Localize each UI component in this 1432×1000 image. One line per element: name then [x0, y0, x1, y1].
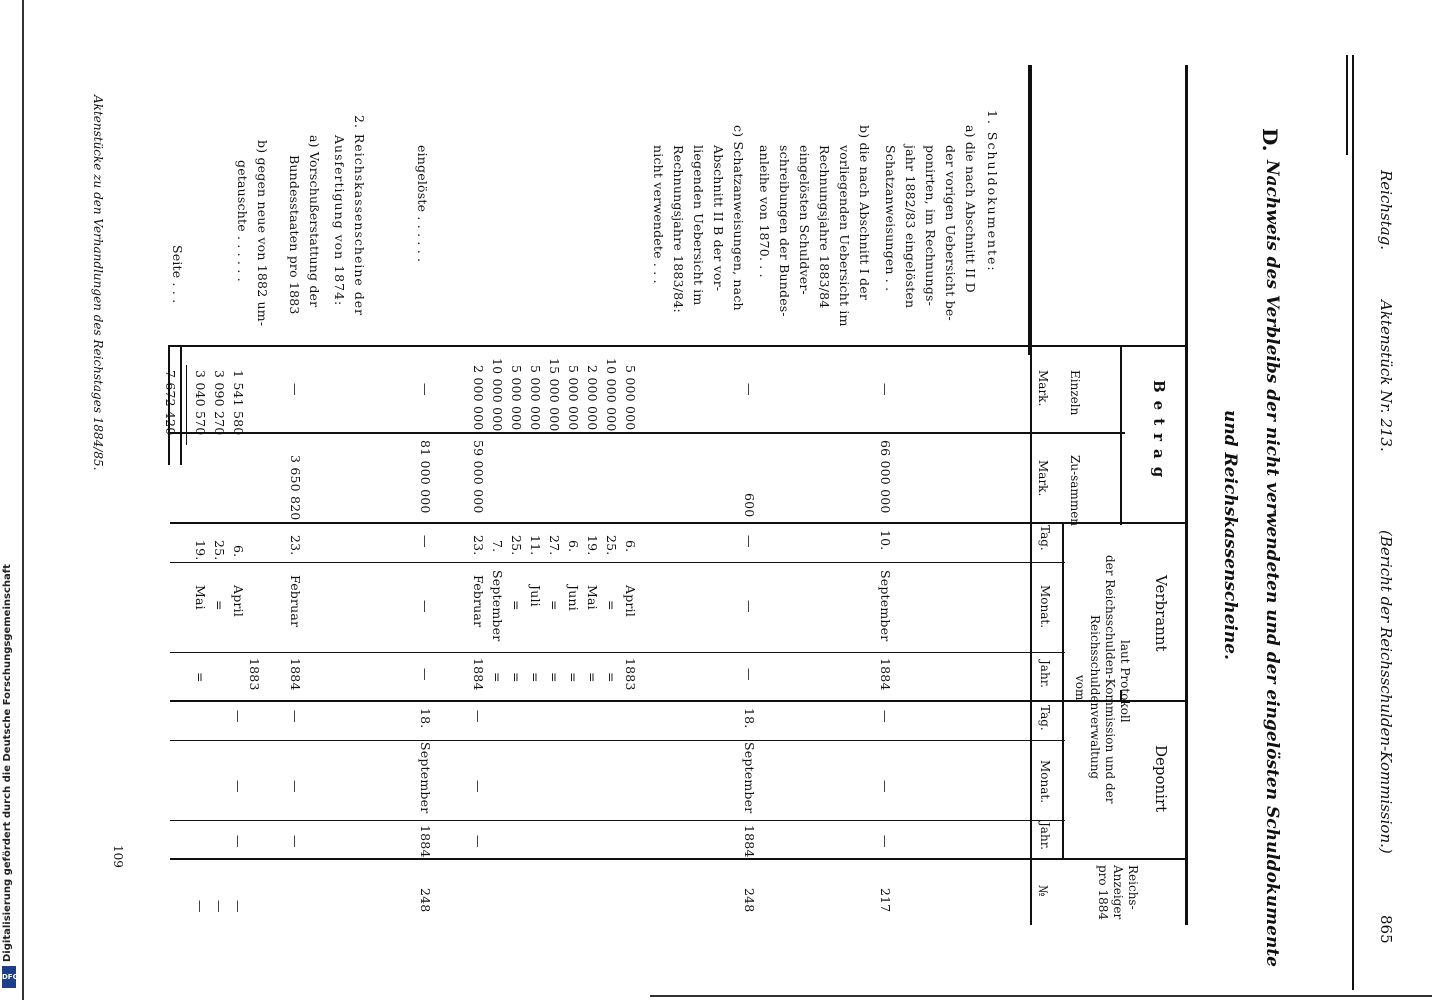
- text-d2: Bundesstaaten pro 1883: [287, 155, 302, 315]
- table-top-rule: [1185, 65, 1188, 925]
- header-laut-protokoll-3: Reichsschuldenverwaltung: [1088, 615, 1102, 780]
- text-b2: vorliegenden Uebersicht im: [837, 145, 852, 327]
- header-jahr-2: Jahr.: [1038, 822, 1052, 850]
- text-a1: a) die nach Abschnitt II D: [963, 125, 978, 293]
- verbrannt-monat-c9: Februar: [471, 575, 486, 628]
- einzeln-row-c3: 2 000 000: [585, 365, 600, 431]
- verbrannt-tag-b: —: [742, 535, 757, 548]
- header-reichsanzeiger: Reichs-Anzeiger pro 1884: [1096, 865, 1140, 920]
- verbrannt-jahr-c9: 1884: [471, 658, 486, 691]
- text-s2b: Ausfertigung von 1874:: [332, 135, 347, 307]
- header-verbrannt: Verbrannt: [1152, 575, 1170, 652]
- verbrannt-tag-c-eingeloest: —: [418, 535, 433, 548]
- einzeln-row-c5: 15 000 000: [547, 358, 562, 432]
- verbrannt-jahr-c7: =: [509, 672, 524, 683]
- deponirt-tag-e: —: [231, 710, 246, 723]
- deponirt-monat-d: —: [288, 780, 303, 793]
- verbrannt-jahr-c2: =: [604, 672, 619, 683]
- text-a3: ponirten, im Rechnungs-: [923, 145, 938, 307]
- verbrannt-tag-c4: 6.: [566, 540, 581, 553]
- zusammen-row-b: 600: [742, 493, 757, 518]
- verbrannt-tag-c7: 25.: [509, 535, 524, 556]
- verbrannt-monat-b: —: [742, 600, 757, 613]
- header-einzeln: Einzeln: [1068, 370, 1082, 416]
- text-a5: Schatzanweisungen . .: [883, 145, 898, 292]
- verbrannt-tag-e2: 25.: [212, 540, 227, 561]
- verbrannt-jahr-b: —: [742, 668, 757, 681]
- einzeln-row-c-eingeloest: —: [418, 383, 433, 396]
- head-rule: [1352, 55, 1354, 990]
- header-laut-protokoll: laut Protokoll: [1118, 640, 1132, 723]
- rule-deponirt-nr: [170, 858, 1185, 860]
- verbrannt-monat-c2: =: [604, 600, 619, 611]
- deponirt-tag-c: —: [471, 710, 486, 723]
- rule-tag-monat-1: [170, 562, 1065, 563]
- rule-monat-jahr-1: [170, 652, 1065, 653]
- rule-tag-monat-2: [170, 740, 1065, 741]
- page-number: 865: [1377, 915, 1395, 944]
- einzeln-seite-total: 7 672 420: [163, 370, 178, 436]
- deponirt-jahr-b: 1884: [742, 825, 757, 858]
- deponirt-tag-a: —: [878, 710, 893, 723]
- deponirt-jahr-e: —: [231, 835, 246, 848]
- header-jahr-1: Jahr.: [1038, 660, 1052, 688]
- verbrannt-jahr-a: 1884: [878, 658, 893, 691]
- header-tag-1: Tag.: [1038, 525, 1052, 551]
- verbrannt-tag-c2: 25.: [604, 535, 619, 556]
- header-tag-2: Tag.: [1038, 705, 1052, 731]
- deponirt-jahr-d: —: [288, 835, 303, 848]
- einzeln-row-c1: 5 000 000: [623, 365, 638, 431]
- verbrannt-jahr-e2: =: [193, 672, 208, 683]
- verbrannt-monat-e2: =: [212, 600, 227, 611]
- deponirt-jahr-a: —: [878, 835, 893, 848]
- einzeln-row-c8: 10 000 000: [490, 358, 505, 432]
- verbrannt-tag-e3: 19.: [193, 540, 208, 561]
- verbrannt-monat-c4: Juni: [566, 585, 581, 611]
- verbrannt-jahr-c-eingeloest: —: [418, 668, 433, 681]
- title-line1: Nachweis des Verbleibs der nicht verwendeten und der eingelösten Schuldokumente: [1262, 160, 1282, 967]
- rule-einzeln-zusammen: [170, 432, 1125, 434]
- rule-betrag-verbrannt: [170, 522, 1185, 524]
- zusammen-row-c2: 81 000 000: [418, 440, 433, 514]
- verbrannt-tag-e1: 6.: [231, 545, 246, 558]
- text-a4: jahr 1882/83 eingelösten: [903, 145, 918, 309]
- footer-page-number: 109: [111, 845, 125, 868]
- verbrannt-monat-e3: Mai: [193, 585, 208, 610]
- running-head-left: Reichstag.: [1377, 170, 1395, 251]
- verbrannt-jahr-c1: 1883: [623, 658, 638, 691]
- header-mark-einzeln: Mark.: [1036, 370, 1050, 407]
- header-betrag: Betrag: [1150, 380, 1168, 486]
- text-c2: Abschnitt II B der vor-: [711, 145, 726, 292]
- verbrannt-monat-c1: April: [623, 585, 638, 617]
- verbrannt-monat-d: Februar: [288, 575, 303, 628]
- title-line2: und Reichskassenscheine.: [1220, 410, 1240, 660]
- deponirt-monat-c-eingeloest: September: [418, 742, 433, 814]
- nr-e2: —: [193, 900, 208, 913]
- header-laut-protokoll-4: vom: [1073, 675, 1087, 701]
- verbrannt-monat-c-eingeloest: —: [418, 600, 433, 613]
- deponirt-jahr-c: —: [471, 835, 486, 848]
- rule-betrag-start: [170, 345, 1185, 347]
- deponirt-tag-c-eingeloest: 18.: [418, 708, 433, 729]
- einzeln-row-c9: 2 000 000: [471, 365, 486, 431]
- nr-c: 248: [418, 888, 433, 913]
- deponirt-tag-d: —: [288, 710, 303, 723]
- title-letter: D.: [1258, 128, 1282, 152]
- einzeln-row-d: —: [288, 383, 303, 396]
- verbrannt-jahr-c5: =: [547, 672, 562, 683]
- deponirt-monat-a: —: [878, 780, 893, 793]
- verbrannt-monat-e1: April: [231, 585, 246, 617]
- text-seite: Seite . . .: [170, 245, 185, 304]
- einzeln-row-c6: 5 000 000: [528, 365, 543, 431]
- zusammen-row-c1: 59 000 000: [471, 440, 486, 514]
- header-laut-protokoll-2: der Reichsschulden-Kommission und der: [1103, 555, 1117, 804]
- verbrannt-jahr-c3: =: [585, 672, 600, 683]
- verbrannt-tag-c9: 23.: [471, 535, 486, 556]
- text-c5: nicht verwendete . . .: [651, 145, 666, 284]
- text-c6: eingelöste . . . . . .: [415, 145, 430, 263]
- zusammen-row-d: 3 650 820: [288, 455, 303, 521]
- text-a2: der vorigen Uebersicht be-: [943, 145, 958, 321]
- dfg-logo: DFG: [2, 966, 16, 988]
- verbrannt-jahr-c4: =: [566, 672, 581, 683]
- table-left-edge: [1028, 65, 1030, 355]
- rule-monat-jahr-2: [170, 820, 1065, 821]
- header-monat-2: Monat.: [1038, 760, 1052, 804]
- text-b3: Rechnungsjahre 1883/84: [817, 145, 832, 309]
- einzeln-row-e1: 1 541 580: [231, 370, 246, 436]
- header-monat-1: Monat.: [1038, 585, 1052, 629]
- text-b6: anleihe von 1870. . .: [757, 145, 772, 278]
- verbrannt-monat-c7: =: [509, 600, 524, 611]
- verbrannt-jahr-e1: 1883: [247, 658, 262, 691]
- page-bottom-edge: [650, 995, 1432, 997]
- text-c1: c) Schatzanweisungen, nach: [731, 125, 746, 311]
- rule-sum-top: [180, 345, 182, 465]
- einzeln-row-b: —: [742, 383, 757, 396]
- text-c4: Rechnungsjahre 1883/84:: [671, 145, 686, 313]
- header-nr: №: [1036, 885, 1050, 897]
- rule-protokoll-sub: [1062, 522, 1064, 858]
- deponirt-jahr-c-eingeloest: 1884: [418, 825, 433, 858]
- rule-betrag-sub: [1120, 345, 1122, 525]
- einzeln-row-c7: 5 000 000: [509, 365, 524, 431]
- einzeln-row-c2: 10 000 000: [604, 358, 619, 432]
- einzeln-sum-line: [186, 365, 187, 445]
- verbrannt-jahr-c6: =: [528, 672, 543, 683]
- verbrannt-tag-c6: 11.: [528, 535, 543, 556]
- text-c3: liegenden Uebersicht im: [691, 145, 706, 306]
- verbrannt-jahr-d: 1884: [288, 658, 303, 691]
- text-s1: 1. Schuldokumente:: [985, 110, 1000, 273]
- nr-e1: —: [212, 900, 227, 913]
- text-s2: 2. Reichskassenscheine der: [352, 115, 367, 317]
- table-header-rule: [1030, 65, 1032, 925]
- text-e1: b) gegen neue von 1882 um-: [255, 140, 270, 327]
- verbrannt-tag-c5: 27.: [547, 535, 562, 556]
- verbrannt-tag-c3: 19.: [585, 535, 600, 556]
- verbrannt-tag-c1: 6.: [623, 540, 638, 553]
- zusammen-row-a: 66 000 000: [878, 440, 893, 514]
- nr-d: —: [231, 900, 246, 913]
- digitization-note: Digitalisierung gefördert durch die Deutsche Forschungsgemeinschaft: [2, 564, 13, 962]
- einzeln-row-a: —: [878, 383, 893, 396]
- deponirt-monat-e: —: [231, 780, 246, 793]
- footer-aktenstuecke: Aktenstücke zu den Verhandlungen des Reichstages 1884/85.: [91, 95, 105, 471]
- text-b1: b) die nach Abschnitt I der: [857, 125, 872, 300]
- header-mark-zusammen: Mark.: [1036, 460, 1050, 497]
- einzeln-row-e2: 3 090 270: [212, 370, 227, 436]
- verbrannt-tag-a: 10.: [878, 530, 893, 551]
- text-b5: schreibungen der Bundes-: [777, 145, 792, 317]
- head-rule-top: [1346, 55, 1348, 155]
- text-e2: getauschte . . . . . .: [235, 160, 250, 282]
- verbrannt-tag-c8: 7.: [490, 540, 505, 553]
- deponirt-tag-b: 18.: [742, 708, 757, 729]
- verbrannt-monat-c5: =: [547, 600, 562, 611]
- rule-verbrannt-deponirt: [170, 700, 1185, 702]
- deponirt-monat-b: September: [742, 742, 757, 814]
- nr-b: 248: [742, 888, 757, 913]
- verbrannt-monat-c8: September: [490, 570, 505, 642]
- einzeln-row-c4: 5 000 000: [566, 365, 581, 431]
- header-deponirt: Deponirt: [1152, 745, 1170, 813]
- verbrannt-monat-c3: Mai: [585, 585, 600, 610]
- running-head-center: Aktenstück Nr. 213.: [1377, 300, 1395, 452]
- text-d1: a) Vorschußerstattung der: [307, 135, 322, 308]
- verbrannt-monat-c6: Juli: [528, 585, 543, 607]
- nr-a: 217: [878, 888, 893, 913]
- deponirt-monat-c: —: [471, 780, 486, 793]
- header-zusammen: Zu-sammen: [1068, 455, 1082, 527]
- verbrannt-jahr-c8: =: [490, 672, 505, 683]
- einzeln-row-e3: 3 040 570: [193, 370, 208, 436]
- verbrannt-monat-a: September: [878, 570, 893, 642]
- text-b4: eingelösten Schuldver-: [797, 145, 812, 295]
- running-head-right: (Bericht der Reichsschulden-Kommission.): [1377, 530, 1395, 854]
- page-top-edge: [22, 0, 24, 1000]
- verbrannt-tag-d: 23.: [288, 535, 303, 556]
